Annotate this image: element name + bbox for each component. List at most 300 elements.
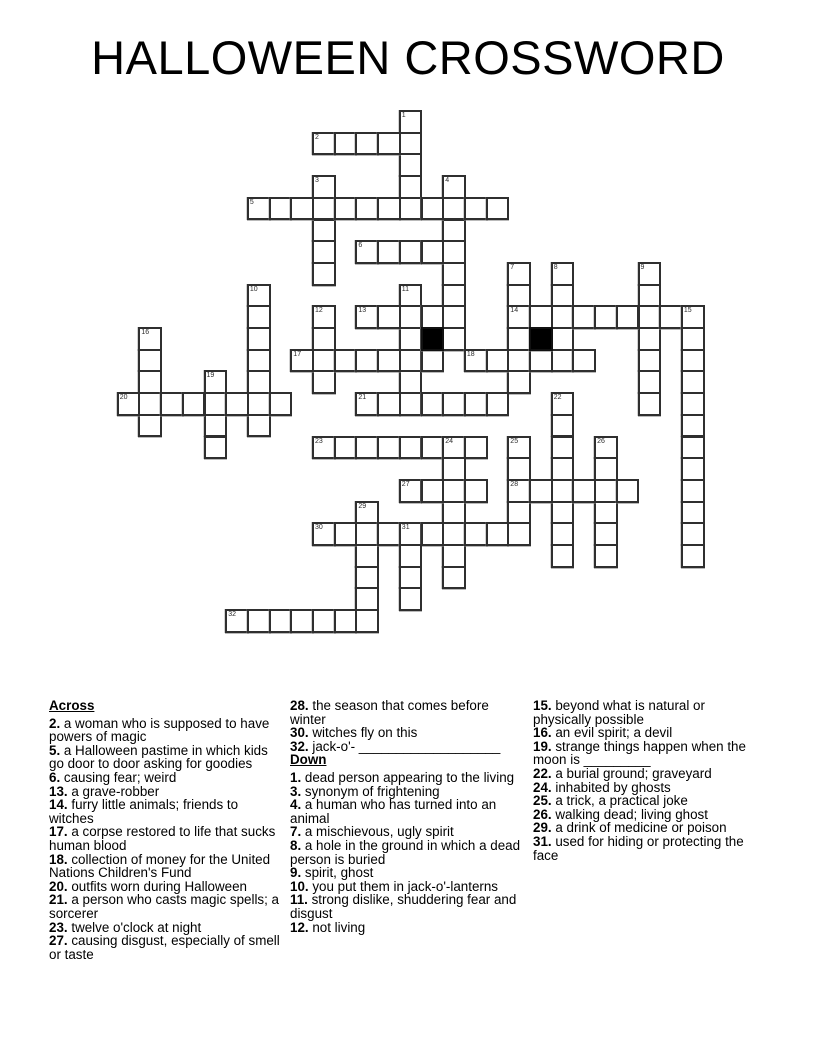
grid-cell[interactable] [247,414,271,438]
grid-cell[interactable] [551,305,575,329]
grid-cell[interactable] [529,349,553,373]
grid-cell[interactable] [138,327,162,351]
grid-cell[interactable] [659,305,683,329]
clue-text: used for hiding or protecting the face [533,833,744,863]
grid-cell[interactable] [681,349,705,373]
clue-text: causing fear; weird [60,769,177,785]
clue [533,699,766,726]
clue [49,934,282,961]
clue-text: witches fly on this [308,725,418,741]
grid-cell[interactable] [464,197,488,221]
clue-text: a burial ground; graveyard [551,765,712,781]
grid-cell[interactable] [464,522,488,546]
cell-number: 17 [293,350,302,358]
grid-cell[interactable] [290,349,314,373]
grid-cell[interactable] [334,132,358,156]
grid-cell[interactable] [312,370,336,394]
grid-cell[interactable] [312,436,336,460]
clue [290,921,523,935]
grid-cell[interactable] [355,501,379,525]
clue-number: 32. [290,738,309,754]
clue [533,740,766,767]
grid-cell[interactable] [551,349,575,373]
grid-cell[interactable] [551,327,575,351]
cell-number: 6 [358,242,363,250]
clue-text: inhabited by ghosts [551,779,671,795]
grid-cell[interactable] [507,479,531,503]
clue [49,853,282,880]
grid-cell[interactable] [507,262,531,286]
clue [49,717,282,744]
grid-cell[interactable] [486,349,510,373]
clue [49,798,282,825]
clue [290,839,523,866]
grid-cell[interactable] [616,305,640,329]
grid-cell[interactable] [117,392,141,416]
clue-text: synonym of frightening [301,783,440,799]
cell-number: 1 [401,112,406,119]
grid-cell[interactable] [377,197,401,221]
grid-cell[interactable] [138,392,162,416]
grid-cell[interactable] [247,370,271,394]
grid-cell[interactable] [681,327,705,351]
grid-cell[interactable] [247,349,271,373]
cell-number: 20 [119,394,128,402]
clue-number: 25. [533,793,552,809]
grid-cell[interactable] [442,240,466,264]
clue-column-3 [533,699,766,862]
grid-cell[interactable] [225,609,249,633]
clue [533,767,766,781]
clue-text: a Halloween pastime in which kids go door to door asking for goodies [49,742,268,772]
grid-cell[interactable] [204,414,228,438]
clue-text: a human who has turned into an animal [290,797,497,826]
clue-text: causing disgust, especially of smell or taste [49,933,280,962]
cell-number: 9 [640,263,645,271]
grid-cell[interactable] [355,436,379,460]
grid-cell[interactable] [334,522,358,546]
clue-text: a mischievous, ugly spirit [301,824,454,840]
grid-cell[interactable] [681,501,705,525]
grid-cell[interactable] [486,392,510,416]
cell-number: 29 [358,502,367,510]
grid-cell[interactable] [551,414,575,438]
grid-cell[interactable] [247,305,271,329]
cell-number: 19 [206,372,215,380]
clue-text: a corpse restored to life that sucks human blood [49,824,276,853]
clue-number: 28. [290,698,309,713]
grid-cell[interactable] [464,436,488,460]
grid-cell[interactable] [421,479,445,503]
grid-cell[interactable] [312,240,336,264]
clue-number: 18. [49,851,68,867]
grid-cell[interactable] [421,197,445,221]
grid-cell[interactable] [638,305,662,329]
grid-cell[interactable] [681,544,705,568]
grid-cell[interactable] [507,349,531,373]
grid-cell[interactable] [204,392,228,416]
clue-number: 10. [290,878,309,894]
grid-cell[interactable] [551,544,575,568]
grid-cell[interactable] [290,197,314,221]
grid-cell[interactable] [312,132,336,156]
clue [49,771,282,785]
clue [290,893,523,920]
grid-cell[interactable] [638,392,662,416]
grid-cell[interactable] [312,349,336,373]
grid-cell[interactable] [442,305,466,329]
grid-cell[interactable] [681,522,705,546]
grid-cell[interactable] [399,110,423,134]
grid-cell[interactable] [247,284,271,308]
cell-number: 28 [510,480,519,488]
grid-cell[interactable] [269,609,293,633]
grid-cell[interactable] [399,153,423,177]
clue [49,921,282,935]
clue-number: 22. [533,765,552,781]
grid-cell[interactable] [507,457,531,481]
grid-cell[interactable] [551,284,575,308]
grid-cell[interactable] [377,392,401,416]
clue [49,785,282,799]
cell-number: 30 [315,524,323,532]
grid-cell[interactable] [355,392,379,416]
grid-cell[interactable] [594,457,618,481]
grid-cell[interactable] [269,392,293,416]
grid-cell[interactable] [442,197,466,221]
grid-cell[interactable] [399,370,423,394]
clue-text: spirit, ghost [301,865,374,881]
grid-cell[interactable] [377,436,401,460]
grid-cell[interactable] [355,566,379,590]
grid-cell[interactable] [182,392,206,416]
grid-cell[interactable] [355,544,379,568]
grid-cell[interactable] [442,522,466,546]
clue-column-2 [290,699,523,934]
grid-cell[interactable] [399,197,423,221]
grid-cell[interactable] [399,327,423,351]
grid-cell[interactable] [334,197,358,221]
grid-cell[interactable] [355,132,379,156]
clue-text: strong dislike, shuddering fear and disgust [290,892,517,921]
grid-cell[interactable] [377,240,401,264]
cell-number: 26 [597,437,605,445]
clue-column-1 [49,699,282,961]
grid-cell[interactable] [507,284,531,308]
clue-text: a hole in the ground in which a dead person is buried [290,837,521,867]
clue-text: strange things happen when the moon is _________ [533,738,746,768]
grid-cell[interactable] [334,609,358,633]
grid-cell[interactable] [399,587,423,611]
cell-number: 7 [510,263,515,271]
clue-number: 14. [49,797,68,813]
clue-number: 2. [49,715,61,731]
clue-text: a trick, a practical joke [551,793,688,809]
clue-number: 11. [290,892,308,908]
clue [533,808,766,822]
grid-cell[interactable] [464,392,488,416]
cell-number: 18 [466,350,475,358]
cell-number: 12 [315,307,323,315]
clue-number: 7. [290,824,302,840]
clue-number: 20. [49,878,68,894]
clue-number: 6. [49,769,61,785]
grid-cell[interactable] [442,436,466,460]
clue [290,866,523,880]
grid-cell[interactable] [442,544,466,568]
grid-cell[interactable] [638,284,662,308]
grid-cell[interactable] [464,349,488,373]
grid-cell[interactable] [551,522,575,546]
grid-cell[interactable] [399,132,423,156]
clue-text: twelve o'clock at night [67,919,202,935]
clue [49,825,282,852]
grid-cell[interactable] [377,305,401,329]
clue [290,880,523,894]
grid-cell[interactable] [442,566,466,590]
clue-number: 8. [290,837,302,853]
cell-number: 15 [683,307,692,315]
grid-cell[interactable] [421,240,445,264]
clue-number: 4. [290,797,302,813]
grid-cell[interactable] [312,327,336,351]
grid-cell[interactable] [355,587,379,611]
grid-cell[interactable] [377,522,401,546]
grid-cell[interactable] [638,262,662,286]
clue [290,785,523,799]
grid-cell[interactable] [681,392,705,416]
grid-cell[interactable] [312,262,336,286]
grid-cell[interactable] [138,370,162,394]
grid-cell[interactable] [551,457,575,481]
cell-number: 23 [315,437,323,445]
grid-cell[interactable] [247,609,271,633]
grid-cell[interactable] [507,370,531,394]
grid-cell[interactable] [638,327,662,351]
clue-number: 30. [290,725,309,741]
grid-cell[interactable] [486,197,510,221]
grid-cell[interactable] [572,305,596,329]
clue [290,726,523,740]
clue-text: an evil spirit; a devil [551,725,673,741]
clue-text: a grave-robber [67,783,160,799]
grid-cell[interactable] [507,305,531,329]
clue-text: jack-o'- ___________________ [308,738,501,754]
grid-cell[interactable] [421,522,445,546]
grid-cell[interactable] [442,392,466,416]
grid-cell[interactable] [551,501,575,525]
clue-number: 12. [290,919,309,935]
cell-number: 31 [401,524,410,532]
grid-cell[interactable] [442,457,466,481]
clue [533,835,766,862]
grid-cell[interactable] [507,327,531,351]
grid-cell[interactable] [399,544,423,568]
grid-cell[interactable] [355,305,379,329]
grid-cell[interactable] [421,349,445,373]
grid-cell[interactable] [399,479,423,503]
clue-text: walking dead; living ghost [551,806,708,822]
grid-cell[interactable] [399,522,423,546]
clue [49,744,282,771]
cell-number: 32 [228,611,236,619]
grid-cell[interactable] [421,392,445,416]
grid-cell[interactable] [312,219,336,243]
grid-cell[interactable] [421,436,445,460]
grid-cell[interactable] [399,392,423,416]
clue [290,825,523,839]
clue-number: 16. [533,725,552,741]
grid-cell[interactable] [594,522,618,546]
grid-cell[interactable] [399,566,423,590]
clue-number: 17. [49,824,68,840]
grid-cell[interactable] [551,392,575,416]
clue-text: collection of money for the United Nations Children's Fund [49,851,271,881]
clue-text: not living [308,919,366,935]
clue-number: 26. [533,806,552,822]
grid-cell[interactable] [551,436,575,460]
clue-number: 24. [533,779,552,795]
grid-cell[interactable] [572,479,596,503]
grid-cell[interactable] [247,392,271,416]
clue-text: outfits worn during Halloween [67,878,248,894]
grid-cell[interactable] [399,349,423,373]
clue-number: 1. [290,769,302,785]
grid-cell[interactable] [247,197,271,221]
grid-cell[interactable] [442,327,466,351]
clue-text: furry little animals; friends to witches [49,797,239,826]
clue-number: 15. [533,698,552,713]
grid-cell[interactable] [399,436,423,460]
grid-cell[interactable] [377,349,401,373]
clue-text: a woman who is supposed to have powers of magic [49,715,270,745]
grid-cell[interactable] [399,284,423,308]
down-heading: Down [290,752,327,768]
grid-cell[interactable] [551,262,575,286]
grid-cell[interactable] [312,197,336,221]
cell-number: 27 [401,480,410,488]
grid-cell[interactable] [312,522,336,546]
clue-text: dead person appearing to the living [301,769,515,785]
grid-cell[interactable] [681,457,705,481]
grid-cell[interactable] [638,370,662,394]
grid-cell[interactable] [594,305,618,329]
grid-cell[interactable] [442,219,466,243]
grid-cell[interactable] [355,522,379,546]
cell-number: 13 [358,307,367,315]
grid-cell[interactable] [681,305,705,329]
cell-number: 14 [510,307,519,315]
cell-number: 3 [315,177,319,185]
grid-cell[interactable] [638,349,662,373]
grid-cell[interactable] [247,327,271,351]
grid-cell[interactable] [138,414,162,438]
grid-cell[interactable] [681,414,705,438]
grid-cell[interactable] [355,240,379,264]
grid-cell[interactable] [377,132,401,156]
clue [290,699,523,726]
grid-cell[interactable] [290,609,314,633]
clue-number: 31. [533,833,552,849]
grid-cell[interactable] [464,479,488,503]
grid-cell[interactable] [507,501,531,525]
grid-cell[interactable] [355,349,379,373]
clue [533,794,766,808]
grid-cell[interactable] [334,436,358,460]
clue [533,726,766,740]
cell-number: 11 [401,285,410,293]
clue-number: 29. [533,820,552,836]
cell-number: 4 [445,177,450,185]
clue [533,821,766,835]
cell-number: 16 [141,329,150,336]
grid-cell[interactable] [355,609,379,633]
grid-cell[interactable] [594,479,618,503]
grid-cell[interactable] [312,609,336,633]
grid-cell[interactable] [681,479,705,503]
cell-number: 10 [249,285,258,293]
grid-cell[interactable] [594,544,618,568]
grid-cell[interactable] [681,370,705,394]
clue-number: 27. [49,933,68,949]
grid-cell[interactable] [486,522,510,546]
grid-cell[interactable] [399,305,423,329]
grid-cell[interactable] [334,349,358,373]
grid-cell[interactable] [399,240,423,264]
across-heading: Across [49,698,95,713]
grid-cell[interactable] [529,479,553,503]
clue [49,893,282,920]
clue [290,771,523,785]
grid-cell[interactable] [507,436,531,460]
clue [49,880,282,894]
grid-cell[interactable] [355,197,379,221]
clue [290,740,523,754]
grid-cell[interactable] [421,305,445,329]
grid-cell[interactable] [269,197,293,221]
grid-cell[interactable] [442,501,466,525]
grid-cell[interactable] [312,305,336,329]
grid-cell[interactable] [594,501,618,525]
grid-cell[interactable] [225,392,249,416]
grid-cell[interactable] [138,349,162,373]
clue [533,781,766,795]
clue-number: 9. [290,865,302,881]
grid-cell[interactable] [442,175,466,199]
grid-cell[interactable] [616,479,640,503]
clue-number: 21. [49,892,68,908]
grid-cell[interactable] [681,436,705,460]
grid-cell[interactable] [204,370,228,394]
grid-cell[interactable] [529,305,553,329]
clue-number: 5. [49,742,61,758]
grid-cell[interactable] [204,436,228,460]
clue-number: 3. [290,783,302,799]
grid-cell[interactable] [572,349,596,373]
black-cell [529,327,553,351]
grid-cell[interactable] [594,436,618,460]
grid-cell[interactable] [442,262,466,286]
grid-cell[interactable] [442,479,466,503]
grid-cell[interactable] [312,175,336,199]
grid-cell[interactable] [442,284,466,308]
grid-cell[interactable] [399,175,423,199]
cell-number: 2 [315,133,319,141]
grid-cell[interactable] [551,479,575,503]
grid-cell[interactable] [160,392,184,416]
clue [290,798,523,825]
grid-cell[interactable] [507,522,531,546]
